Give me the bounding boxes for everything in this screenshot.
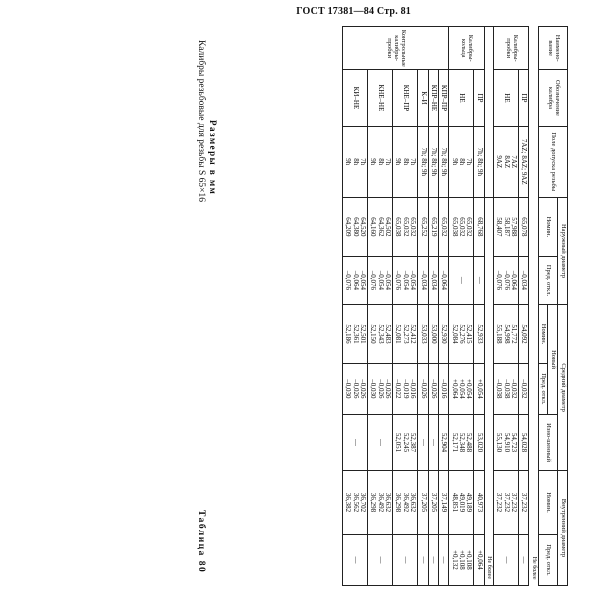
col-designation: Обозначение калибра — [538, 70, 567, 126]
table-row — [438, 27, 448, 586]
cell-value: — — [440, 556, 449, 564]
value-cell-mn — [418, 305, 428, 364]
cell-value: 52,387 — [409, 432, 418, 453]
cell-value: +0,054 — [465, 379, 474, 399]
cell-value: –0,064 — [509, 270, 518, 291]
cell-value: 65,038 — [394, 217, 403, 237]
value-cell-in — [449, 471, 474, 535]
cell-value: –0,054 — [359, 270, 368, 291]
designation-cell: ПР — [518, 70, 528, 126]
cell-value: 37,232 — [502, 492, 511, 513]
table-row — [343, 27, 368, 586]
value-cell-mw — [343, 414, 368, 470]
table-row — [428, 27, 438, 586]
cell-value: 65,219 — [429, 217, 438, 237]
value-cell-od — [474, 256, 484, 304]
cell-value: 55,130 — [495, 432, 504, 453]
cell-value: — — [419, 439, 428, 446]
cell-value: 36,632 — [384, 492, 393, 513]
value-cell-od — [493, 256, 518, 304]
cell-value: 8h — [376, 158, 385, 166]
col-inner-nominal: Номин. — [538, 471, 558, 535]
tolerance-cell — [418, 126, 428, 197]
cell-value: 52,412 — [409, 324, 418, 344]
value-cell-mn — [393, 305, 418, 364]
cell-value: +0,054 — [475, 379, 484, 399]
cell-value: –0,032 — [509, 379, 518, 399]
cell-value: +0,064 — [475, 550, 484, 570]
cell-value: — — [429, 439, 438, 446]
cell-value: +0,064 — [450, 379, 459, 399]
col-inner-dev: Пред. откл. — [538, 534, 558, 585]
table-label: Таблица 80 — [196, 510, 206, 574]
value-cell-id — [393, 534, 418, 585]
cell-value: 64,362 — [376, 217, 385, 237]
cell-value: 65,078 — [520, 217, 529, 237]
cell-value: 53,000 — [429, 324, 438, 344]
cell-value: 36,298 — [369, 492, 378, 513]
value-cell-od — [368, 256, 393, 304]
cell-value: 65,032 — [409, 217, 418, 237]
tolerance-cell — [449, 126, 474, 197]
cell-value: 53,020 — [475, 432, 484, 453]
cell-value: 36,492 — [376, 492, 385, 513]
cell-value: –0,019 — [401, 379, 410, 399]
cell-value: 64,520 — [359, 217, 368, 237]
units-caption: Размеры в мм — [208, 120, 218, 196]
value-cell-md — [474, 363, 484, 414]
value-cell-mn — [428, 305, 438, 364]
cell-value: 58,407 — [495, 217, 504, 237]
cell-value: –0,026 — [376, 379, 385, 399]
cell-value: 37,232 — [509, 492, 518, 513]
cell-value: 9h — [344, 158, 353, 166]
value-cell-id — [438, 534, 448, 585]
cell-value: — — [429, 556, 438, 564]
table-row — [449, 27, 474, 586]
value-cell-on — [368, 197, 393, 256]
cell-value: –0,038 — [502, 379, 511, 399]
value-cell-id — [493, 534, 518, 585]
cell-value: 57,988 — [509, 217, 518, 237]
designation-cell: КНЕ–НЕ — [368, 70, 393, 126]
table-row — [474, 27, 484, 586]
cell-value: 65,032 — [465, 217, 474, 237]
cell-value: –0,054 — [401, 270, 410, 291]
group-label: Калибры-кольца — [449, 27, 484, 70]
value-cell-mn — [368, 305, 393, 364]
value-cell-in — [368, 471, 393, 535]
cell-value: 37,232 — [520, 492, 529, 513]
gauge-table — [342, 26, 568, 586]
cell-value: 51,772 — [509, 324, 518, 344]
cell-value: 36,562 — [351, 492, 360, 513]
tolerance-cell — [393, 126, 418, 197]
cell-value: 53,033 — [419, 324, 428, 344]
value-cell-on — [518, 197, 528, 256]
table-row — [518, 27, 528, 586]
designation-cell: КИ–НЕ — [343, 70, 368, 126]
value-cell-md — [428, 363, 438, 414]
cell-value: — — [376, 556, 385, 564]
cell-value: 7AZ — [509, 155, 518, 169]
value-cell-mn — [438, 305, 448, 364]
cell-value: 7h — [465, 158, 474, 166]
cell-value: 7h — [359, 158, 368, 166]
cell-value: 52,171 — [450, 432, 459, 453]
value-cell-md — [518, 363, 528, 414]
designation-cell: КПР–НЕ — [428, 70, 438, 126]
cell-value: –0,030 — [344, 379, 353, 399]
col-middle-dev: Пред. откл. — [538, 363, 548, 414]
value-cell-mn — [493, 305, 518, 364]
cell-value: 68,768 — [475, 217, 484, 237]
tolerance-cell — [428, 126, 438, 197]
table-row — [393, 27, 418, 586]
cell-value: 52,051 — [394, 432, 403, 453]
designation-cell: НЕ — [449, 70, 474, 126]
cell-value: –0,030 — [369, 379, 378, 399]
cell-value: 64,380 — [351, 217, 360, 237]
cell-value: 52,415 — [465, 324, 474, 344]
cell-value: — — [351, 439, 360, 446]
tolerance-cell — [518, 126, 528, 197]
cell-value: 7h — [409, 158, 418, 166]
table-row — [368, 27, 393, 586]
spacer-cell — [529, 27, 538, 198]
value-cell-on — [428, 197, 438, 256]
cell-value: 36,492 — [401, 492, 410, 513]
cell-value: 36,298 — [394, 492, 403, 513]
cell-value: 8AZ — [502, 155, 511, 169]
cell-value: –0,026 — [351, 379, 360, 399]
value-cell-mw — [474, 414, 484, 470]
cell-value: 9h — [394, 158, 403, 166]
value-cell-md — [493, 363, 518, 414]
cell-value: — — [502, 556, 511, 564]
table-row — [493, 27, 518, 586]
cell-value: 7h; 8h; 9h — [440, 147, 449, 176]
cell-value: 58,187 — [502, 217, 511, 237]
cell-value: 55,188 — [495, 324, 504, 344]
cell-value: — — [419, 556, 428, 564]
col-outer-dev: Пред. откл. — [538, 256, 558, 304]
cell-value: 64,160 — [369, 217, 378, 237]
value-cell-od — [393, 256, 418, 304]
cell-value: 8h — [351, 158, 360, 166]
cell-value: 49,189 — [465, 492, 474, 513]
cell-value: –0,054 — [409, 270, 418, 291]
page-header: ГОСТ 17381—84 Стр. 81 — [296, 6, 411, 17]
group-label: Калибры-пробки — [493, 27, 528, 70]
cell-value: 64,502 — [384, 217, 393, 237]
value-cell-od — [418, 256, 428, 304]
value-cell-mn — [449, 305, 474, 364]
cell-value: 52,488 — [465, 432, 474, 453]
cell-value: –0,076 — [394, 270, 403, 291]
cell-value: 52,343 — [376, 324, 385, 344]
tolerance-cell — [368, 126, 393, 197]
value-cell-od — [449, 256, 474, 304]
cell-value: –0,032 — [520, 379, 529, 399]
cell-value: –0,054 — [384, 270, 393, 291]
cell-value: 65,252 — [419, 217, 428, 237]
cell-value: –0,076 — [344, 270, 353, 291]
value-cell-mw — [449, 414, 474, 470]
value-cell-on — [449, 197, 474, 256]
cell-value: — — [376, 439, 385, 446]
cell-value: 36,702 — [359, 492, 368, 513]
cell-value: +0,108 — [457, 550, 466, 570]
table-title: Калибры резьбовые для резьбы S 65×16 — [196, 40, 206, 202]
cell-value: –0,064 — [351, 270, 360, 291]
cell-value: — — [351, 556, 360, 564]
cell-value: –0,026 — [419, 379, 428, 399]
value-cell-od — [518, 256, 528, 304]
value-cell-mn — [343, 305, 368, 364]
value-cell-in — [393, 471, 418, 535]
cell-value: 65,032 — [401, 217, 410, 237]
group-label: Контрольные калибры-пробки — [343, 27, 449, 70]
cell-value: –0,076 — [369, 270, 378, 291]
col-middle-nominal: Номин. — [538, 305, 548, 364]
value-cell-id — [428, 534, 438, 585]
col-outer-diameter: Наружный диаметр — [558, 197, 568, 304]
value-cell-in — [418, 471, 428, 535]
cell-value: 52,501 — [359, 324, 368, 344]
cell-value: 9AZ — [495, 155, 504, 169]
cell-value: 65,038 — [450, 217, 459, 237]
cell-value: 64,209 — [344, 217, 353, 237]
cell-value: 52,904 — [440, 432, 449, 453]
cell-value: 36,632 — [409, 492, 418, 513]
value-cell-on — [493, 197, 518, 256]
cell-value: 52,245 — [401, 432, 410, 453]
value-cell-od — [343, 256, 368, 304]
value-cell-on — [393, 197, 418, 256]
not-more-note-top: Не более — [530, 556, 537, 580]
value-cell-mw — [493, 414, 518, 470]
value-cell-in — [428, 471, 438, 535]
cell-value: –0,064 — [440, 270, 449, 291]
cell-value: — — [401, 556, 410, 564]
value-cell-mw — [393, 414, 418, 470]
cell-value: –0,022 — [394, 379, 403, 399]
cell-value: 7h; 8h; 9h — [475, 147, 484, 176]
value-cell-id — [518, 534, 528, 585]
designation-cell: К–И — [418, 70, 428, 126]
value-cell-on — [343, 197, 368, 256]
col-middle-worn: Изно-шенный — [538, 414, 558, 470]
cell-value: –0,026 — [359, 379, 368, 399]
value-cell-md — [418, 363, 428, 414]
cell-value: 54,910 — [502, 432, 511, 453]
value-cell-od — [438, 256, 448, 304]
cell-value: 52,186 — [344, 324, 353, 344]
value-cell-in — [438, 471, 448, 535]
cell-value: 65,032 — [457, 217, 466, 237]
cell-value: 52,930 — [440, 324, 449, 344]
cell-value: –0,034 — [429, 270, 438, 291]
cell-value: 40,973 — [475, 492, 484, 513]
value-cell-od — [428, 256, 438, 304]
cell-value: 36,382 — [344, 492, 353, 513]
value-cell-mn — [518, 305, 528, 364]
cell-value: 54,723 — [509, 432, 518, 453]
cell-value: 7h — [384, 158, 393, 166]
cell-value: 65,032 — [440, 217, 449, 237]
cell-value: 52,273 — [401, 324, 410, 344]
designation-cell: ПР — [474, 70, 484, 126]
cell-value: –0,076 — [502, 270, 511, 291]
tolerance-cell — [493, 126, 518, 197]
cell-value: 7AZ; 8AZ; 9AZ — [520, 138, 529, 185]
cell-value: –0,076 — [495, 270, 504, 291]
designation-cell: КНЕ–ПР — [393, 70, 418, 126]
value-cell-mw — [438, 414, 448, 470]
value-cell-mw — [368, 414, 393, 470]
value-cell-on — [438, 197, 448, 256]
cell-value: –0,034 — [419, 270, 428, 291]
cell-value: 52,361 — [351, 324, 360, 344]
value-cell-in — [518, 471, 528, 535]
cell-value: 7h; 8h; 9h — [429, 147, 438, 176]
col-middle-diameter: Средний диаметр — [558, 305, 568, 471]
value-cell-md — [368, 363, 393, 414]
value-cell-md — [343, 363, 368, 414]
value-cell-md — [393, 363, 418, 414]
col-middle-new: Новый — [548, 305, 558, 415]
cell-value: –0,016 — [440, 379, 449, 399]
value-cell-in — [474, 471, 484, 535]
designation-cell: КПР–ПР — [438, 70, 448, 126]
value-cell-id — [418, 534, 428, 585]
cell-value: –0,016 — [409, 379, 418, 399]
cell-value: 52,483 — [384, 324, 393, 344]
value-cell-on — [474, 197, 484, 256]
cell-value: 52,084 — [450, 324, 459, 344]
col-name: Наимено-вание — [538, 27, 567, 70]
cell-value: 37,149 — [440, 492, 449, 513]
value-cell-in — [343, 471, 368, 535]
value-cell-md — [449, 363, 474, 414]
cell-value: 54,092 — [520, 324, 529, 344]
cell-value: 37,205 — [429, 492, 438, 513]
not-more-note: Не более — [484, 197, 493, 585]
value-cell-mn — [474, 305, 484, 364]
cell-value: 54,998 — [502, 324, 511, 344]
cell-value: 7h; 8h; 9h — [419, 147, 428, 176]
cell-value: 54,028 — [520, 432, 529, 453]
cell-value: 52,150 — [369, 324, 378, 344]
col-outer-nominal: Номин. — [538, 197, 558, 256]
value-cell-mw — [518, 414, 528, 470]
cell-value: +0,054 — [457, 379, 466, 399]
cell-value: 9h — [450, 158, 459, 166]
cell-value: 52,348 — [457, 432, 466, 453]
cell-value: 37,205 — [419, 492, 428, 513]
value-cell-id — [449, 534, 474, 585]
cell-value: 8h — [401, 158, 410, 166]
tolerance-cell — [474, 126, 484, 197]
value-cell-md — [438, 363, 448, 414]
value-cell-in — [493, 471, 518, 535]
spacer-cell — [484, 27, 493, 198]
value-cell-mw — [428, 414, 438, 470]
tolerance-cell — [343, 126, 368, 197]
designation-cell: НЕ — [493, 70, 518, 126]
value-cell-on — [418, 197, 428, 256]
cell-value: 52,933 — [475, 324, 484, 344]
tolerance-cell — [438, 126, 448, 197]
cell-value: –0,026 — [429, 379, 438, 399]
value-cell-mw — [418, 414, 428, 470]
cell-value: –0,026 — [384, 379, 393, 399]
col-inner-diameter: Внутренний диаметр — [558, 471, 568, 586]
cell-value: –0,054 — [376, 270, 385, 291]
cell-value: — — [475, 276, 484, 284]
cell-value: 52,081 — [394, 324, 403, 344]
cell-value: 48,851 — [450, 492, 459, 513]
cell-value: –0,038 — [495, 379, 504, 399]
cell-value: 9h — [369, 158, 378, 166]
cell-value: +0,108 — [465, 550, 474, 570]
cell-value: — — [457, 276, 466, 284]
cell-value: 8h — [457, 158, 466, 166]
cell-value: +0,132 — [450, 550, 459, 570]
cell-value: — — [520, 556, 529, 564]
table-row — [418, 27, 428, 586]
value-cell-id — [343, 534, 368, 585]
rotated-table-page — [177, 0, 604, 604]
cell-value: 52,276 — [457, 324, 466, 344]
col-tolerance-field: Поле допуска резьбы — [538, 126, 567, 197]
value-cell-id — [368, 534, 393, 585]
cell-value: 37,232 — [495, 492, 504, 513]
cell-value: –0,034 — [520, 270, 529, 291]
value-cell-id — [474, 534, 484, 585]
cell-value: 49,019 — [457, 492, 466, 513]
